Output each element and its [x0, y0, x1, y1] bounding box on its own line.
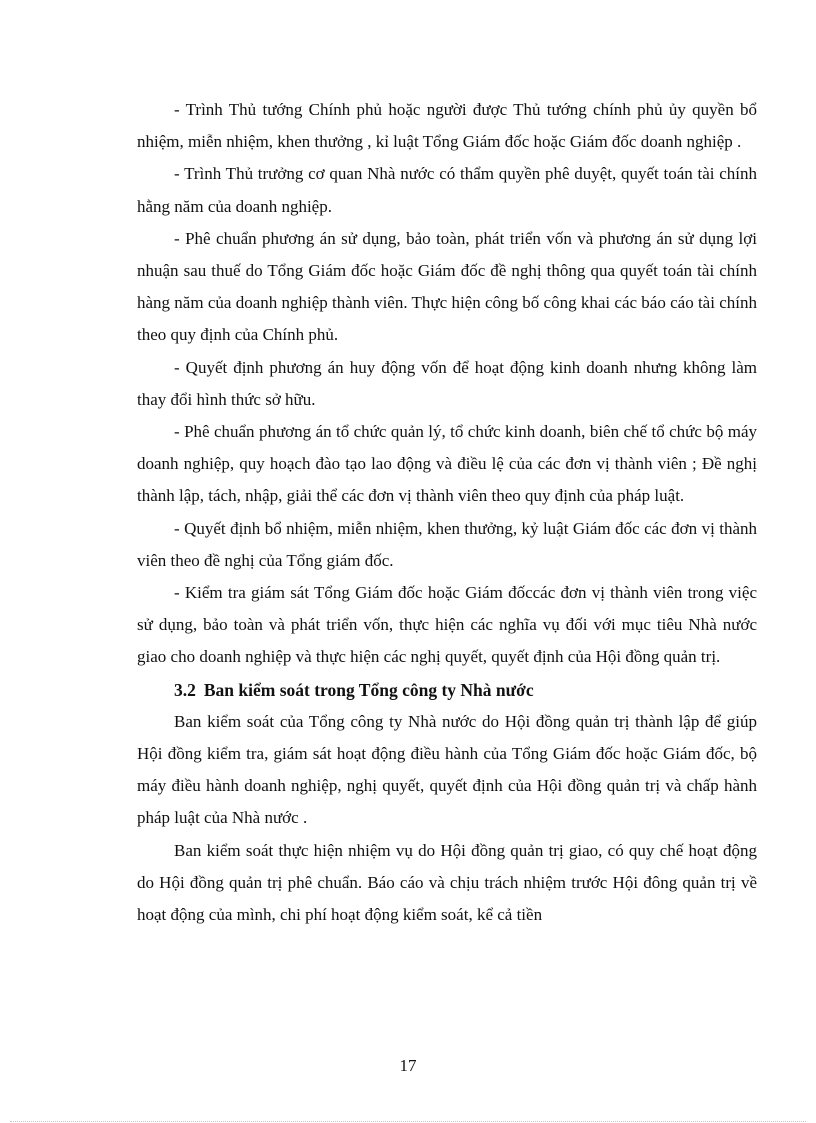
- page-number: 17: [399, 1056, 417, 1075]
- page-divider: [10, 1121, 806, 1122]
- paragraph: - Quyết định bổ nhiệm, miễn nhiệm, khen thưởng, kỷ luật Giám đốc các đơn vị thành viên theo đề nghị của Tổng giám đốc.: [137, 518, 757, 570]
- section-title: Ban kiểm soát trong Tổng công ty Nhà nước: [203, 679, 534, 700]
- section-number: 3.2: [174, 679, 196, 700]
- paragraph: - Trình Thủ tướng Chính phủ hoặc người được Thủ tướng chính phủ ủy quyền bổ nhiệm, miễn nhiệm, khen thưởng , kỉ luật Tổng Giám đốc hoặc Giám đốc doanh nghiệp .: [137, 100, 757, 152]
- paragraph: - Phê chuẩn phương án sử dụng, bảo toàn, phát triển vốn và phương án sử dụng lợi nhuận sau thuế do Tổng Giám đốc hoặc Giám đốc đề nghị thông qua quyết toán tài chính hàng năm của doanh nghiệp thành viên. Thực hiện công bố công khai các báo cáo tài chính theo quy định của Chính phủ.: [137, 228, 757, 345]
- paragraph: - Quyết định phương án huy động vốn để hoạt động kinh doanh nhưng không làm thay đổi hình thức sở hữu.: [137, 357, 757, 409]
- section-heading: [137, 674, 757, 706]
- paragraph: - Trình Thủ trưởng cơ quan Nhà nước có thẩm quyền phê duyệt, quyết toán tài chính hằng năm của doanh nghiệp.: [137, 164, 757, 216]
- paragraph: Ban kiểm soát của Tổng công ty Nhà nước do Hội đồng quản trị thành lập để giúp Hội đồng kiểm tra, giám sát hoạt động điều hành của Tổng Giám đốc hoặc Giám đốc, bộ máy điều hành doanh nghiệp, nghị quyết, quyết định của Hội đồng quản trị và chấp hành pháp luật của Nhà nước .: [137, 711, 757, 828]
- paragraph: Ban kiểm soát thực hiện nhiệm vụ do Hội đồng quản trị giao, có quy chế hoạt động do Hội đồng quản trị phê chuẩn. Báo cáo và chịu trách nhiệm trước Hội đông quản trị về hoạt động của mình, chi phí hoạt động kiểm soát, kể cả tiền: [137, 840, 757, 925]
- paragraph: - Phê chuẩn phương án tổ chức quản lý, tổ chức kinh doanh, biên chế tổ chức bộ máy doanh nghiệp, quy hoạch đào tạo lao động và điều lệ của các đơn vị thành viên ; Đề nghị thành lập, tách, nhập, giải thể các đơn vị thành viên theo quy định của pháp luật.: [137, 422, 757, 506]
- paragraph: - Kiểm tra giám sát Tổng Giám đốc hoặc Giám đốccác đơn vị thành viên trong việc sử dụng, bảo toàn và phát triển vốn, thực hiện các nghĩa vụ đối với mục tiêu Nhà nước giao cho doanh nghiệp và thực hiện các nghị quyết, quyết định của Hội đồng quản trị.: [137, 583, 757, 667]
- body-text: [137, 94, 757, 931]
